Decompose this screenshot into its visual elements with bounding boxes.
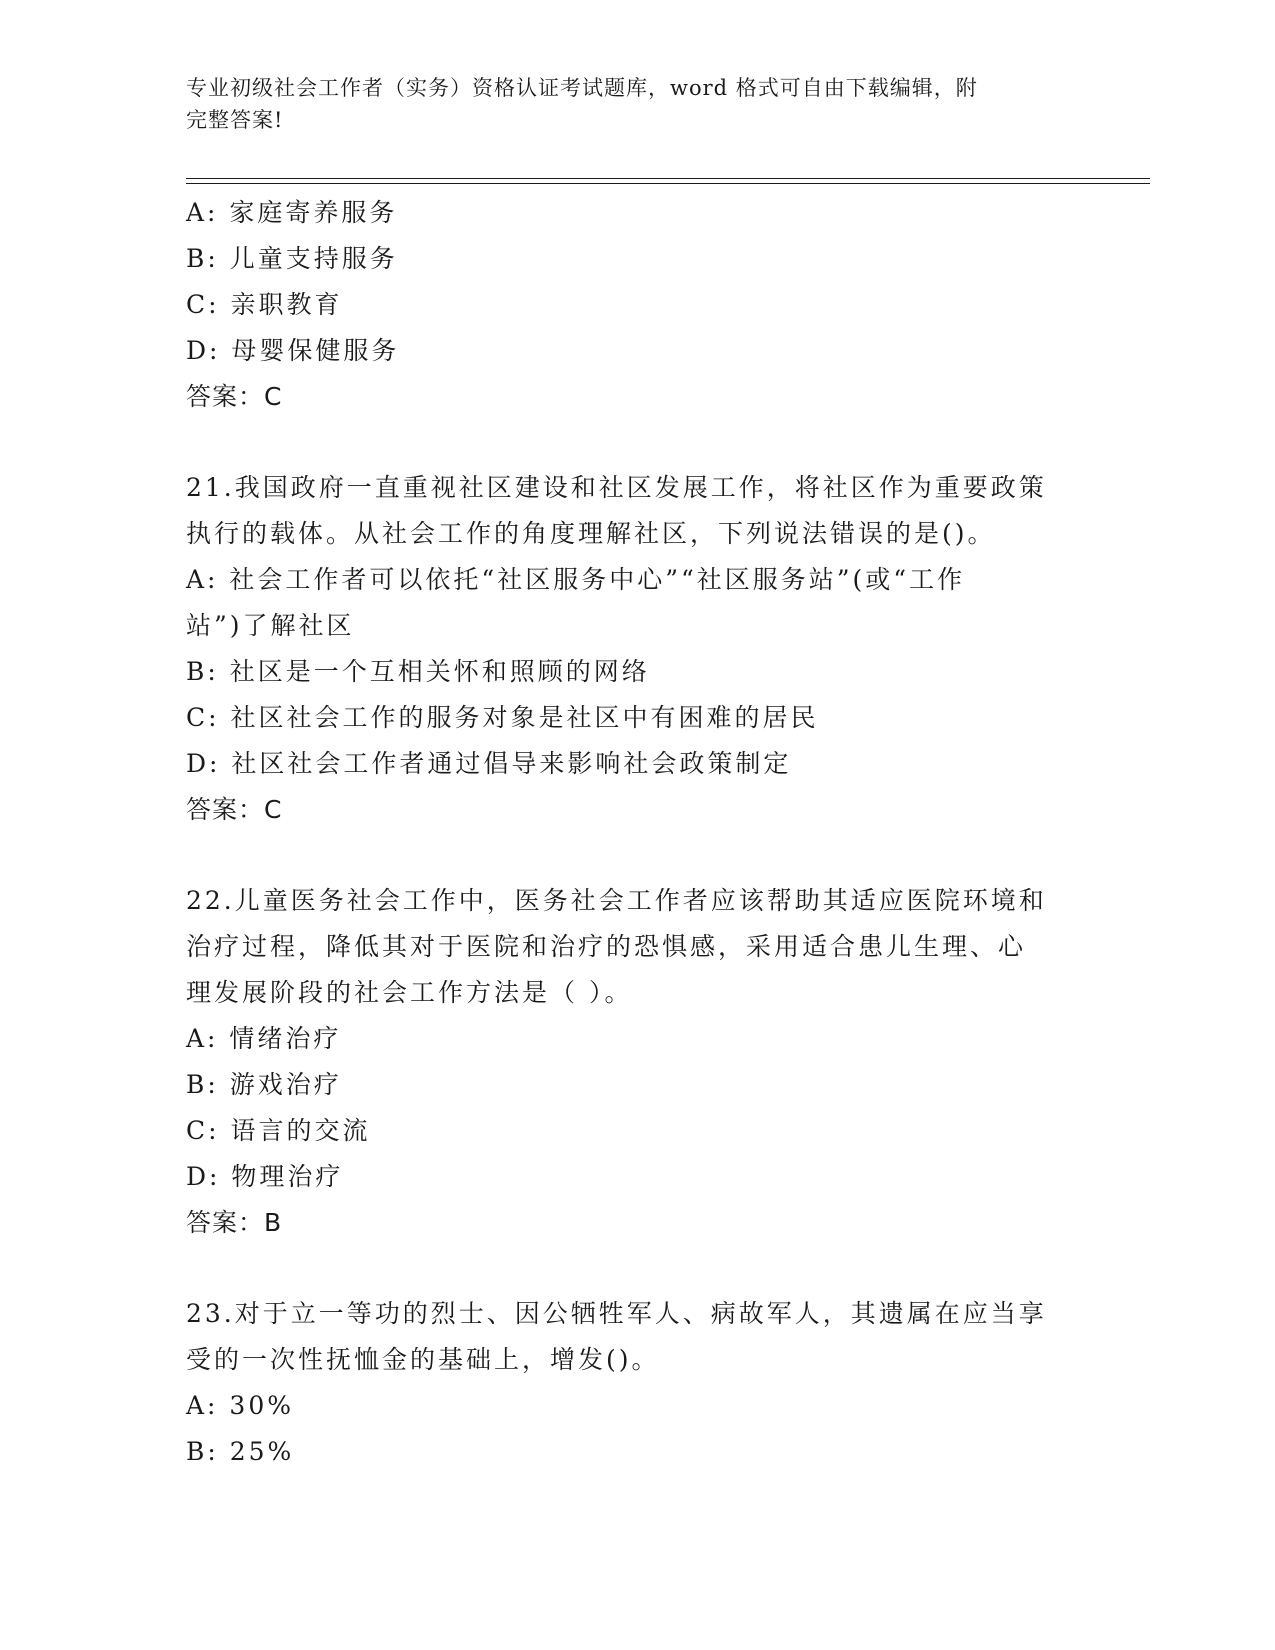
q22-stem-line-1: 22.儿童医务社会工作中，医务社会工作者应该帮助其适应医院环境和 [186, 886, 1047, 915]
question-20-block [186, 190, 1106, 420]
question-21-block [186, 465, 1106, 833]
document-header [186, 72, 1066, 136]
header-line-2: 完整答案! [186, 108, 284, 132]
q22-stem-line-2: 治疗过程，降低其对于医院和治疗的恐惧感，采用适合患儿生理、心 [186, 932, 1027, 961]
spacer [186, 833, 1106, 878]
q20-option-d: D: 母婴保健服务 [186, 336, 400, 365]
question-22-block [186, 878, 1106, 1246]
q20-option-c: C: 亲职教育 [186, 290, 343, 319]
q21-option-a-line-2: 站”)了解社区 [186, 611, 355, 640]
header-divider-top [186, 178, 1150, 179]
q21-option-b: B: 社区是一个互相关怀和照顾的网络 [186, 657, 650, 686]
q20-answer: 答案：C [186, 382, 283, 411]
header-line-1: 专业初级社会工作者（实务）资格认证考试题库，word 格式可自由下载编辑，附 [186, 76, 978, 100]
spacer [186, 420, 1106, 465]
question-23-block [186, 1291, 1106, 1475]
q22-answer: 答案：B [186, 1208, 283, 1237]
header-divider-bottom [186, 183, 1150, 184]
q21-stem-line-1: 21.我国政府一直重视社区建设和社区发展工作，将社区作为重要政策 [186, 473, 1047, 502]
q21-answer: 答案：C [186, 795, 283, 824]
question-content [186, 190, 1106, 1475]
q21-option-a-line-1: A: 社会工作者可以依托“社区服务中心”“社区服务站”(或“工作 [186, 565, 966, 594]
q22-option-a: A: 情绪治疗 [186, 1024, 342, 1053]
q21-option-d: D: 社区社会工作者通过倡导来影响社会政策制定 [186, 749, 792, 778]
q21-stem-line-2: 执行的载体。从社会工作的角度理解社区，下列说法错误的是()。 [186, 519, 996, 548]
q22-stem-line-3: 理发展阶段的社会工作方法是（ ）。 [186, 978, 633, 1007]
q23-option-a: A: 30% [186, 1391, 294, 1420]
q22-option-b: B: 游戏治疗 [186, 1070, 342, 1099]
q22-option-d: D: 物理治疗 [186, 1162, 344, 1191]
q23-stem-line-1: 23.对于立一等功的烈士、因公牺牲军人、病故军人，其遗属在应当享 [186, 1299, 1047, 1328]
q23-option-b: B: 25% [186, 1437, 295, 1466]
q20-option-a: A: 家庭寄养服务 [186, 198, 398, 227]
q20-option-b: B: 儿童支持服务 [186, 244, 398, 273]
q22-option-c: C: 语言的交流 [186, 1116, 371, 1145]
q21-option-c: C: 社区社会工作的服务对象是社区中有困难的居民 [186, 703, 819, 732]
spacer [186, 1246, 1106, 1291]
q23-stem-line-2: 受的一次性抚恤金的基础上，增发()。 [186, 1345, 660, 1374]
